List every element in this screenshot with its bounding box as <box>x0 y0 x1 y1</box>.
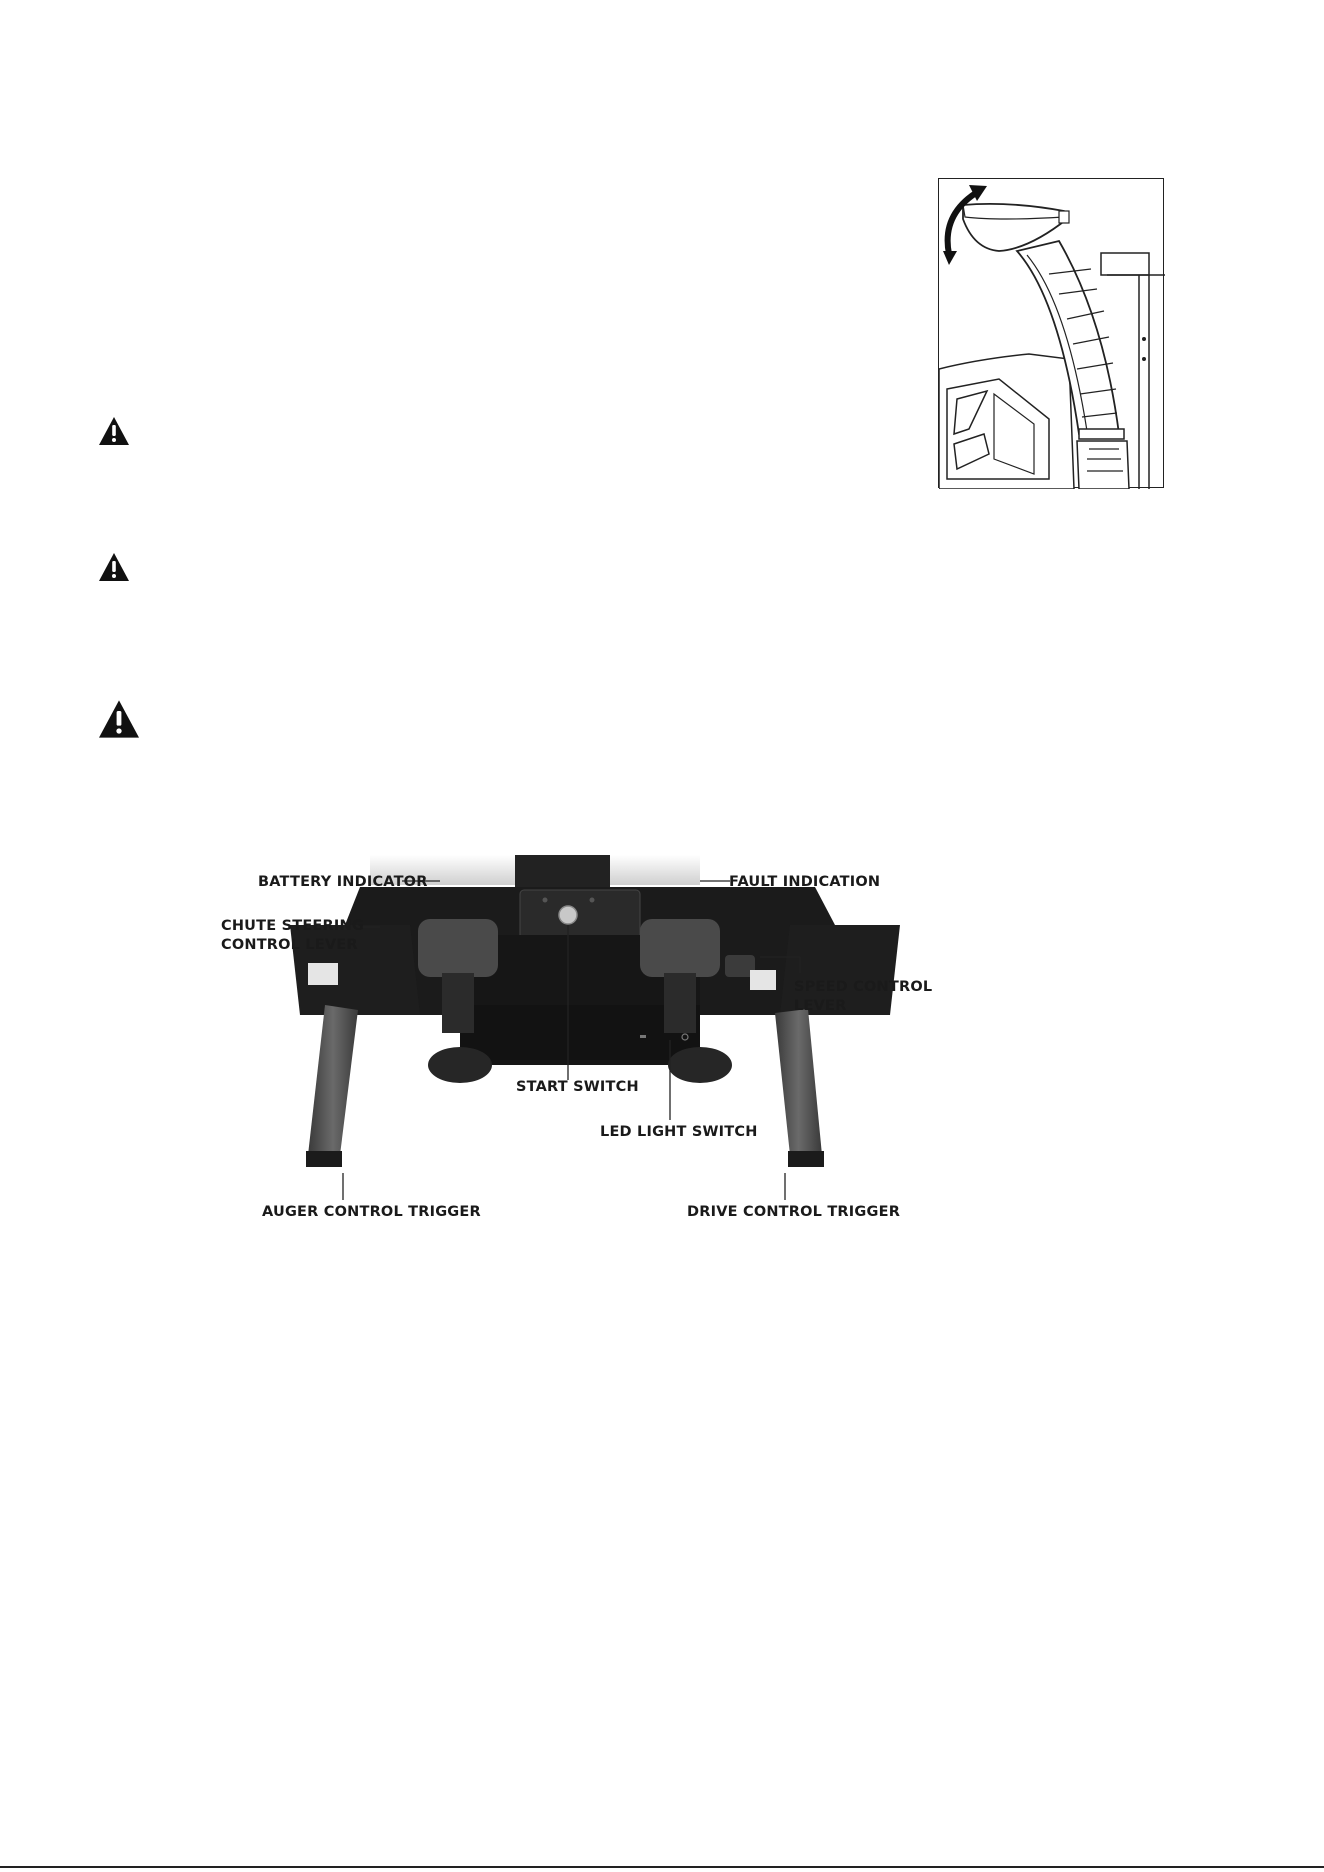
footer-rule <box>0 1866 1324 1868</box>
chute-drawing <box>939 179 1165 489</box>
chute-rotation-figure <box>938 178 1164 488</box>
warning-icon-3 <box>97 699 141 739</box>
chute-steering-control-lever-label <box>221 917 364 955</box>
battery-indicator-label: BATTERY INDICATOR <box>258 874 428 890</box>
warning-icon-2 <box>98 552 130 582</box>
drive-control-trigger-label: DRIVE CONTROL TRIGGER <box>687 1204 901 1220</box>
warning-icon-1 <box>98 416 130 446</box>
control-panel-figure <box>230 855 950 1235</box>
fault-indication-label: FAULT INDICATION <box>729 874 881 890</box>
led-light-switch-label: LED LIGHT SWITCH <box>600 1124 758 1140</box>
speed-control-line-2: LEVER <box>794 998 847 1014</box>
speed-control-line-1: SPEED CONTROL <box>794 979 933 995</box>
chute-steering-line-2: CONTROL LEVER <box>221 937 358 953</box>
speed-control-lever-label <box>794 978 932 1016</box>
auger-control-trigger-label: AUGER CONTROL TRIGGER <box>262 1204 481 1220</box>
chute-steering-line-1: CHUTE STEERING <box>221 918 364 934</box>
start-switch-label: START SWITCH <box>516 1079 639 1095</box>
